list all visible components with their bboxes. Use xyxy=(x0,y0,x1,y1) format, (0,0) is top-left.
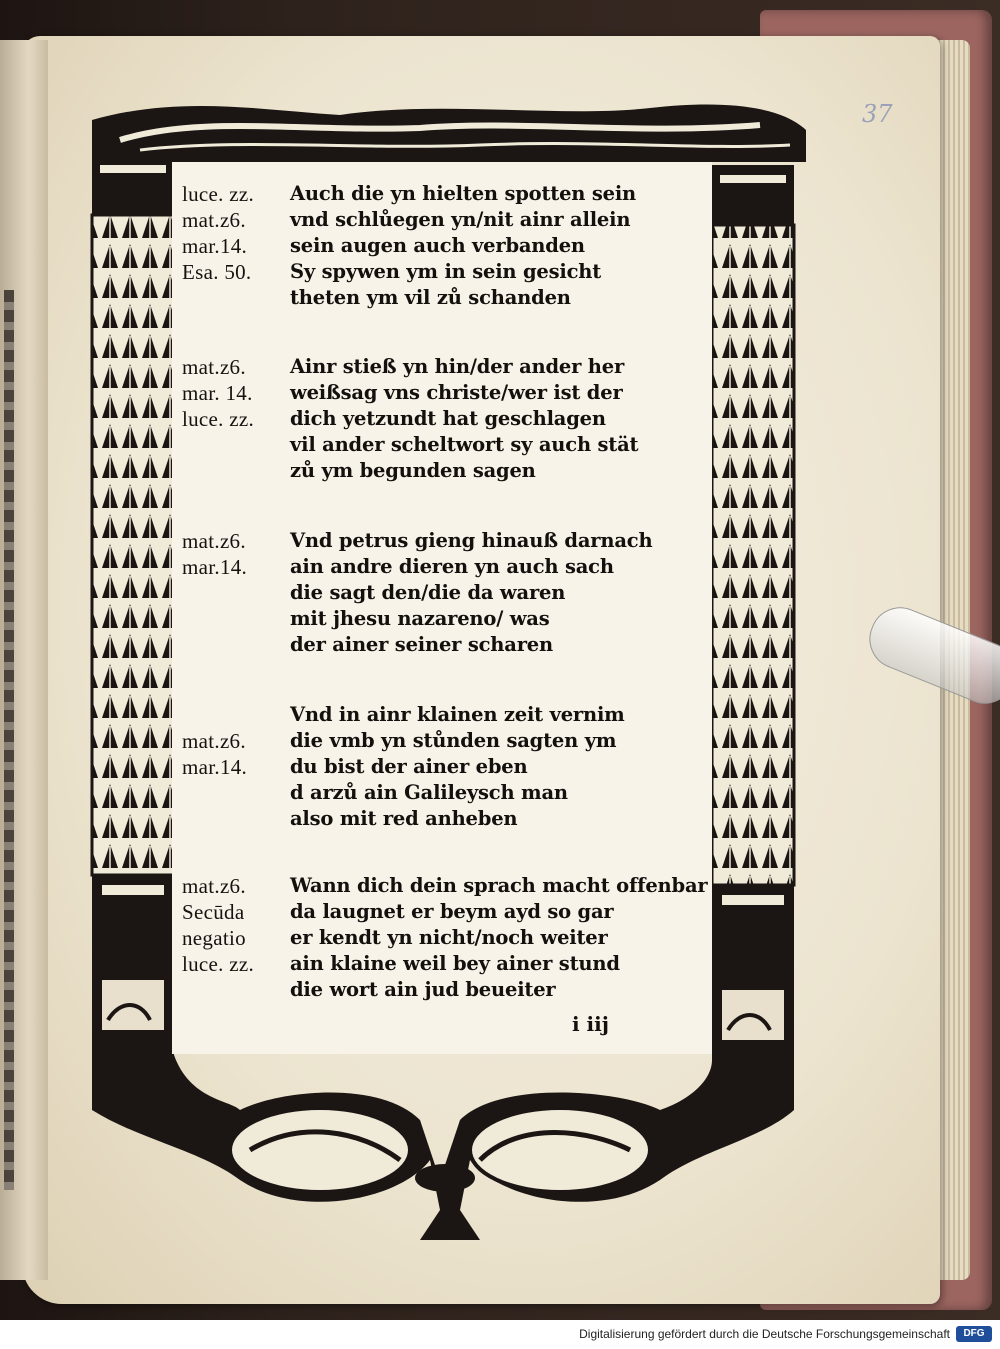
verse-text: Vnd petrus gieng hinauß darnach xyxy=(290,529,653,552)
left-column-leaves xyxy=(92,215,174,875)
verse-text: also mit red anheben xyxy=(290,807,518,830)
margin-reference: mat.z6. xyxy=(182,729,246,753)
right-column-capital xyxy=(712,165,794,225)
dfg-logo-icon: DFG xyxy=(956,1326,992,1342)
margin-reference: luce. zz. xyxy=(182,952,255,976)
margin-reference: Esa. 50. xyxy=(182,260,252,284)
margin-reference: mar.14. xyxy=(182,234,248,258)
verse-text: mit jhesu nazareno/ was xyxy=(290,607,550,630)
verse-text: da laugnet er beym ayd so gar xyxy=(290,900,614,923)
verse-text: Sy spywen ym in sein gesicht xyxy=(290,260,602,283)
verse-text: ain andre dieren yn auch sach xyxy=(290,555,614,578)
text-panel xyxy=(172,162,712,1054)
verse-text: Wann dich dein sprach macht offenbar xyxy=(290,874,708,897)
verse-text: Ainr stieß yn hin/der ander her xyxy=(290,355,625,378)
verse-text: ain klaine weil bey ainer stund xyxy=(290,952,620,975)
margin-reference: mar.14. xyxy=(182,555,248,579)
footer-bar xyxy=(0,1320,1000,1349)
verse-text: vnd schlůegen yn/nit ainr allein xyxy=(290,208,631,231)
verse-text: du bist der ainer eben xyxy=(290,755,528,778)
margin-reference: mat.z6. xyxy=(182,208,246,232)
verse-text: d arzů ain Galileysch man xyxy=(290,781,568,804)
right-column-leaves xyxy=(712,225,794,885)
top-vine-ornament xyxy=(92,104,806,162)
margin-reference: luce. zz. xyxy=(182,182,255,206)
verse-text: Auch die yn hielten spotten sein xyxy=(290,182,637,205)
funding-credit: Digitalisierung gefördert durch die Deutsche Forschungsgemeinschaft xyxy=(579,1327,950,1341)
margin-reference: mar. 14. xyxy=(182,381,253,405)
verse-text: zů ym begunden sagen xyxy=(290,459,536,482)
margin-reference: mar.14. xyxy=(182,755,248,779)
pencil-folio-number: 37 xyxy=(862,100,893,128)
margin-reference: Secūda xyxy=(182,900,245,924)
verse-text: die sagt den/die da waren xyxy=(290,581,566,604)
margin-reference: mat.z6. xyxy=(182,529,246,553)
verse-text: Vnd in ainr klainen zeit vernim xyxy=(290,703,625,726)
verse-text: die vmb yn stůnden sagten ym xyxy=(290,729,617,752)
verse-text: dich yetzundt hat geschlagen xyxy=(290,407,606,430)
bottom-scroll-ornament xyxy=(92,1055,794,1240)
verse-text: der ainer seiner scharen xyxy=(290,633,553,656)
verse-text: theten ym vil zů schanden xyxy=(290,286,571,309)
left-column-capital xyxy=(92,155,174,215)
verse-text: sein augen auch verbanden xyxy=(290,234,585,257)
margin-reference: mat.z6. xyxy=(182,874,246,898)
margin-reference: mat.z6. xyxy=(182,355,246,379)
verse-text: er kendt yn nicht/noch weiter xyxy=(290,926,608,949)
margin-reference: luce. zz. xyxy=(182,407,255,431)
verse-text: vil ander scheltwort sy auch stät xyxy=(290,433,639,456)
margin-reference: negatio xyxy=(182,926,246,950)
verse-text: die wort ain jud beueiter xyxy=(290,978,556,1001)
verse-text: weißsag vns christe/wer ist der xyxy=(290,381,623,404)
signature-mark: i iij xyxy=(572,1012,609,1036)
